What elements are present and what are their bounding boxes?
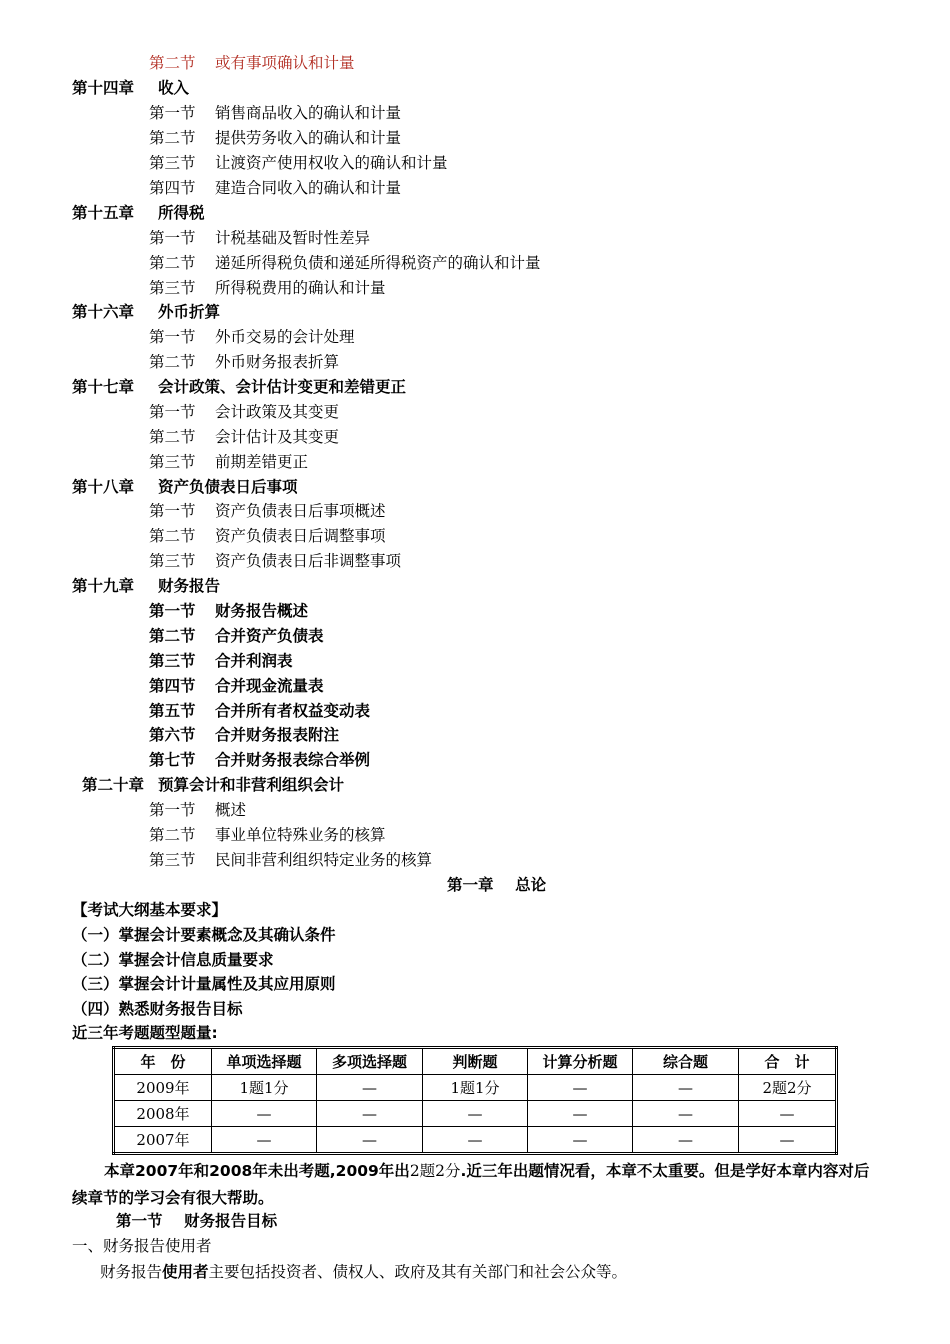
table-caption: 近三年考题题型题量:: [72, 1024, 218, 1042]
toc-section: 第二节 事业单位特殊业务的核算: [149, 826, 386, 844]
table-cell: —: [212, 1127, 317, 1154]
table-cell: —: [739, 1127, 837, 1154]
toc-section: 第三节 资产负债表日后非调整事项: [149, 552, 402, 570]
toc-section: 第五节 合并所有者权益变动表: [149, 702, 371, 720]
requirement-item: （四）熟悉财务报告目标: [72, 1000, 243, 1018]
table-header: 计算分析题: [528, 1048, 633, 1075]
table-cell: —: [528, 1127, 633, 1154]
toc-section: 第一节 财务报告概述: [149, 602, 309, 620]
table-cell: —: [317, 1075, 423, 1101]
table-cell: —: [423, 1101, 528, 1127]
table-row: [114, 1127, 837, 1154]
table-cell: —: [528, 1101, 633, 1127]
requirements-title: 【考试大纲基本要求】: [72, 901, 228, 919]
toc-section: 第三节 前期差错更正: [149, 453, 309, 471]
toc-chapter: 第十五章 所得税: [72, 204, 205, 222]
toc-section: 第四节 合并现金流量表: [149, 677, 324, 695]
requirement-item: （一）掌握会计要素概念及其确认条件: [72, 926, 336, 944]
section-heading: 第一节 财务报告目标: [116, 1212, 278, 1230]
toc-section: 第二节 外币财务报表折算: [149, 353, 340, 371]
toc-section: 第二节 或有事项确认和计量: [149, 54, 355, 72]
toc-section: 第七节 合并财务报表综合举例: [149, 751, 371, 769]
toc-chapter: 第十六章 外币折算: [72, 303, 221, 321]
toc-chapter: 第十七章 会计政策、会计估计变更和差错更正: [72, 378, 407, 396]
table-header: 多项选择题: [317, 1048, 423, 1075]
chapter-note: 本章2007年和2008年未出考题,2009年出2题2分.近三年出题情况看，本章不太重要。但是学好本章内容对后续章节的学习会有很大帮助。: [72, 1162, 870, 1207]
toc-section: 第一节 概述: [149, 801, 247, 819]
toc-section: 第一节 计税基础及暂时性差异: [149, 229, 371, 247]
table-header: 单项选择题: [212, 1048, 317, 1075]
exam-stats-table: [112, 1046, 838, 1155]
table-cell: —: [633, 1101, 739, 1127]
table-cell: —: [423, 1127, 528, 1154]
toc-chapter: 第十四章 收入: [72, 79, 190, 97]
table-cell: 2题2分: [739, 1075, 837, 1101]
subsection-heading: 一、财务报告使用者: [72, 1237, 212, 1255]
toc-section: 第二节 合并资产负债表: [149, 627, 324, 645]
requirement-item: （二）掌握会计信息质量要求: [72, 951, 274, 969]
body-paragraph: 财务报告使用者主要包括投资者、债权人、政府及其有关部门和社会公众等。: [100, 1263, 628, 1281]
toc-chapter: 第十九章 财务报告: [72, 577, 221, 595]
table-cell: 2009年: [114, 1075, 212, 1101]
toc-section: 第二节 提供劳务收入的确认和计量: [149, 129, 402, 147]
table-row: [114, 1075, 837, 1101]
toc-section: 第三节 民间非营利组织特定业务的核算: [149, 851, 433, 869]
toc-section: 第四节 建造合同收入的确认和计量: [149, 179, 402, 197]
table-cell: —: [317, 1101, 423, 1127]
toc-section: 第二节 会计估计及其变更: [149, 428, 340, 446]
chapter-heading: 第一章 总论: [447, 876, 547, 894]
toc-section: 第二节 资产负债表日后调整事项: [149, 527, 386, 545]
table-cell: —: [528, 1075, 633, 1101]
toc-section: 第一节 会计政策及其变更: [149, 403, 340, 421]
table-row: [114, 1101, 837, 1127]
table-cell: —: [633, 1127, 739, 1154]
table-cell: —: [633, 1075, 739, 1101]
toc-section: 第一节 资产负债表日后事项概述: [149, 502, 386, 520]
table-header: 综合题: [633, 1048, 739, 1075]
table-cell: —: [739, 1101, 837, 1127]
table-cell: 2007年: [114, 1127, 212, 1154]
toc-section: 第六节 合并财务报表附注: [149, 726, 340, 744]
table-header: 年 份: [114, 1048, 212, 1075]
table-header: 合 计: [739, 1048, 837, 1075]
table-cell: 1题1分: [212, 1075, 317, 1101]
toc-section: 第一节 销售商品收入的确认和计量: [149, 104, 402, 122]
toc-section: 第一节 外币交易的会计处理: [149, 328, 355, 346]
toc-section: 第三节 让渡资产使用权收入的确认和计量: [149, 154, 448, 172]
table-cell: 1题1分: [423, 1075, 528, 1101]
table-cell: —: [317, 1127, 423, 1154]
toc-chapter: 第十八章 资产负债表日后事项: [72, 478, 298, 496]
table-header-row: [114, 1048, 837, 1075]
requirement-item: （三）掌握会计计量属性及其应用原则: [72, 975, 336, 993]
toc-section: 第三节 合并利润表: [149, 652, 293, 670]
table-cell: —: [212, 1101, 317, 1127]
table-header: 判断题: [423, 1048, 528, 1075]
table-cell: 2008年: [114, 1101, 212, 1127]
toc-chapter: 第二十章 预算会计和非营利组织会计: [82, 776, 345, 794]
toc-section: 第三节 所得税费用的确认和计量: [149, 279, 386, 297]
toc-section: 第二节 递延所得税负债和递延所得税资产的确认和计量: [149, 254, 541, 272]
